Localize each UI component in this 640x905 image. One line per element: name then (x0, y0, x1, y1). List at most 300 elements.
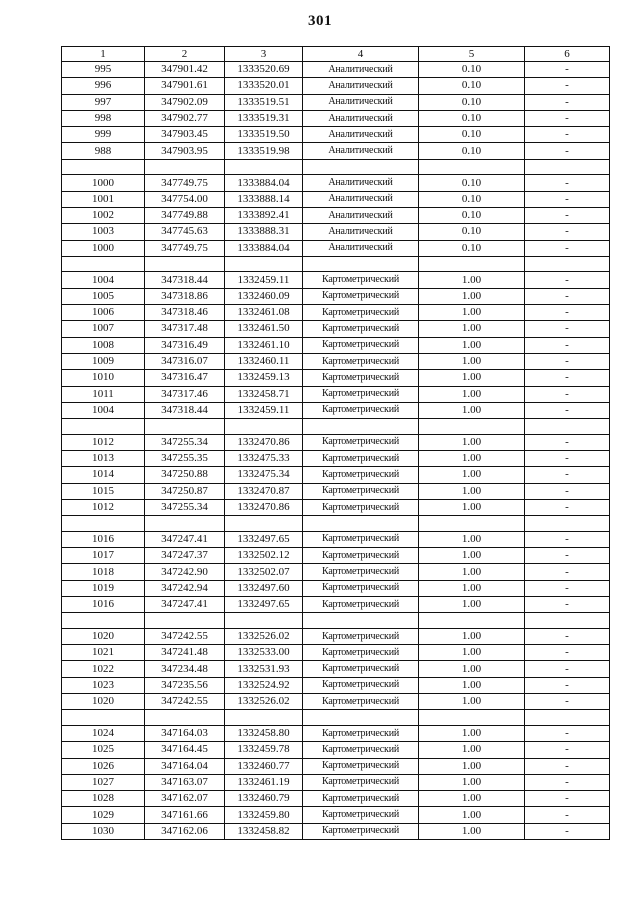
x-coordinate-cell: 347316.49 (145, 337, 225, 353)
accuracy-cell: 1.00 (419, 370, 525, 386)
point-number-cell: 1030 (62, 823, 145, 839)
x-coordinate-cell: 347235.56 (145, 677, 225, 693)
accuracy-cell: 1.00 (419, 321, 525, 337)
note-cell: - (525, 451, 610, 467)
method-cell: Картометрический (303, 353, 419, 369)
note-cell: - (525, 78, 610, 94)
empty-cell (145, 710, 225, 726)
empty-cell (419, 419, 525, 435)
empty-cell (419, 516, 525, 532)
x-coordinate-cell: 347242.90 (145, 564, 225, 580)
y-coordinate-cell: 1332526.02 (225, 628, 303, 644)
table-header (62, 47, 610, 62)
column-header-5: 5 (419, 47, 525, 62)
accuracy-cell: 1.00 (419, 742, 525, 758)
method-cell: Картометрический (303, 661, 419, 677)
method-cell: Картометрический (303, 677, 419, 693)
table-row (62, 725, 610, 741)
note-cell: - (525, 305, 610, 321)
method-cell: Картометрический (303, 742, 419, 758)
point-number-cell: 1023 (62, 677, 145, 693)
note-cell: - (525, 807, 610, 823)
x-coordinate-cell: 347164.03 (145, 725, 225, 741)
note-cell: - (525, 677, 610, 693)
empty-cell (62, 710, 145, 726)
method-cell: Картометрический (303, 434, 419, 450)
method-cell: Картометрический (303, 628, 419, 644)
point-number-cell: 1021 (62, 645, 145, 661)
table-row (62, 548, 610, 564)
table-row (62, 823, 610, 839)
point-number-cell: 1006 (62, 305, 145, 321)
x-coordinate-cell: 347901.61 (145, 78, 225, 94)
table-body (62, 62, 610, 840)
table-row (62, 774, 610, 790)
note-cell: - (525, 564, 610, 580)
method-cell: Картометрический (303, 823, 419, 839)
table-row (62, 580, 610, 596)
accuracy-cell: 1.00 (419, 807, 525, 823)
y-coordinate-cell: 1332475.34 (225, 467, 303, 483)
accuracy-cell: 1.00 (419, 791, 525, 807)
accuracy-cell: 1.00 (419, 823, 525, 839)
header-row (62, 47, 610, 62)
note-cell: - (525, 402, 610, 418)
note-cell: - (525, 725, 610, 741)
point-number-cell: 995 (62, 62, 145, 78)
note-cell: - (525, 499, 610, 515)
method-cell: Картометрический (303, 499, 419, 515)
method-cell: Аналитический (303, 175, 419, 191)
empty-cell (419, 710, 525, 726)
x-coordinate-cell: 347162.06 (145, 823, 225, 839)
table-row (62, 645, 610, 661)
point-number-cell: 1020 (62, 628, 145, 644)
group-separator-row (62, 256, 610, 272)
method-cell: Картометрический (303, 305, 419, 321)
accuracy-cell: 1.00 (419, 467, 525, 483)
table-row (62, 434, 610, 450)
point-number-cell: 1007 (62, 321, 145, 337)
method-cell: Картометрический (303, 467, 419, 483)
method-cell: Картометрический (303, 645, 419, 661)
accuracy-cell: 1.00 (419, 272, 525, 288)
table-row (62, 78, 610, 94)
note-cell: - (525, 628, 610, 644)
x-coordinate-cell: 347749.88 (145, 207, 225, 223)
y-coordinate-cell: 1332497.60 (225, 580, 303, 596)
x-coordinate-cell: 347247.41 (145, 596, 225, 612)
x-coordinate-cell: 347902.77 (145, 110, 225, 126)
method-cell: Картометрический (303, 321, 419, 337)
x-coordinate-cell: 347255.34 (145, 434, 225, 450)
method-cell: Картометрический (303, 531, 419, 547)
point-number-cell: 1001 (62, 191, 145, 207)
x-coordinate-cell: 347162.07 (145, 791, 225, 807)
point-number-cell: 1004 (62, 272, 145, 288)
accuracy-cell: 1.00 (419, 548, 525, 564)
method-cell: Картометрический (303, 580, 419, 596)
table-row (62, 791, 610, 807)
y-coordinate-cell: 1333520.01 (225, 78, 303, 94)
note-cell: - (525, 240, 610, 256)
y-coordinate-cell: 1332497.65 (225, 531, 303, 547)
method-cell: Картометрический (303, 758, 419, 774)
accuracy-cell: 1.00 (419, 580, 525, 596)
method-cell: Картометрический (303, 548, 419, 564)
group-separator-row (62, 159, 610, 175)
y-coordinate-cell: 1332502.07 (225, 564, 303, 580)
x-coordinate-cell: 347242.55 (145, 694, 225, 710)
empty-cell (225, 159, 303, 175)
method-cell: Аналитический (303, 110, 419, 126)
x-coordinate-cell: 347316.47 (145, 370, 225, 386)
group-separator-row (62, 419, 610, 435)
y-coordinate-cell: 1333519.98 (225, 143, 303, 159)
table-row (62, 143, 610, 159)
accuracy-cell: 0.10 (419, 207, 525, 223)
empty-cell (303, 613, 419, 629)
table-row (62, 483, 610, 499)
method-cell: Картометрический (303, 596, 419, 612)
method-cell: Аналитический (303, 127, 419, 143)
note-cell: - (525, 207, 610, 223)
table-row (62, 207, 610, 223)
point-number-cell: 998 (62, 110, 145, 126)
table-row (62, 499, 610, 515)
accuracy-cell: 1.00 (419, 386, 525, 402)
method-cell: Аналитический (303, 94, 419, 110)
x-coordinate-cell: 347745.63 (145, 224, 225, 240)
method-cell: Аналитический (303, 191, 419, 207)
note-cell: - (525, 548, 610, 564)
y-coordinate-cell: 1332460.77 (225, 758, 303, 774)
accuracy-cell: 0.10 (419, 240, 525, 256)
table-row (62, 386, 610, 402)
empty-cell (225, 516, 303, 532)
empty-cell (419, 159, 525, 175)
y-coordinate-cell: 1332458.80 (225, 725, 303, 741)
accuracy-cell: 1.00 (419, 758, 525, 774)
x-coordinate-cell: 347255.35 (145, 451, 225, 467)
table-row (62, 127, 610, 143)
accuracy-cell: 1.00 (419, 628, 525, 644)
y-coordinate-cell: 1332458.82 (225, 823, 303, 839)
point-number-cell: 1017 (62, 548, 145, 564)
x-coordinate-cell: 347903.45 (145, 127, 225, 143)
accuracy-cell: 1.00 (419, 337, 525, 353)
method-cell: Картометрический (303, 272, 419, 288)
y-coordinate-cell: 1332459.80 (225, 807, 303, 823)
method-cell: Картометрический (303, 370, 419, 386)
point-number-cell: 1003 (62, 224, 145, 240)
method-cell: Картометрический (303, 483, 419, 499)
accuracy-cell: 1.00 (419, 499, 525, 515)
table-row (62, 305, 610, 321)
empty-cell (525, 256, 610, 272)
method-cell: Картометрический (303, 386, 419, 402)
method-cell: Аналитический (303, 240, 419, 256)
empty-cell (62, 256, 145, 272)
note-cell: - (525, 467, 610, 483)
accuracy-cell: 1.00 (419, 564, 525, 580)
column-header-4: 4 (303, 47, 419, 62)
method-cell: Аналитический (303, 224, 419, 240)
y-coordinate-cell: 1332524.92 (225, 677, 303, 693)
accuracy-cell: 1.00 (419, 677, 525, 693)
accuracy-cell: 0.10 (419, 175, 525, 191)
note-cell: - (525, 370, 610, 386)
accuracy-cell: 1.00 (419, 774, 525, 790)
empty-cell (525, 159, 610, 175)
y-coordinate-cell: 1332531.93 (225, 661, 303, 677)
y-coordinate-cell: 1332461.19 (225, 774, 303, 790)
note-cell: - (525, 531, 610, 547)
x-coordinate-cell: 347318.44 (145, 272, 225, 288)
empty-cell (225, 613, 303, 629)
note-cell: - (525, 353, 610, 369)
x-coordinate-cell: 347749.75 (145, 240, 225, 256)
x-coordinate-cell: 347902.09 (145, 94, 225, 110)
table-row (62, 758, 610, 774)
method-cell: Картометрический (303, 774, 419, 790)
accuracy-cell: 1.00 (419, 694, 525, 710)
x-coordinate-cell: 347242.55 (145, 628, 225, 644)
y-coordinate-cell: 1332460.79 (225, 791, 303, 807)
empty-cell (145, 256, 225, 272)
empty-cell (145, 516, 225, 532)
x-coordinate-cell: 347316.07 (145, 353, 225, 369)
x-coordinate-cell: 347161.66 (145, 807, 225, 823)
point-number-cell: 1014 (62, 467, 145, 483)
note-cell: - (525, 191, 610, 207)
accuracy-cell: 1.00 (419, 353, 525, 369)
x-coordinate-cell: 347164.45 (145, 742, 225, 758)
y-coordinate-cell: 1332459.11 (225, 272, 303, 288)
column-header-6: 6 (525, 47, 610, 62)
y-coordinate-cell: 1332533.00 (225, 645, 303, 661)
empty-cell (225, 710, 303, 726)
note-cell: - (525, 288, 610, 304)
point-number-cell: 1018 (62, 564, 145, 580)
note-cell: - (525, 337, 610, 353)
accuracy-cell: 0.10 (419, 191, 525, 207)
empty-cell (525, 710, 610, 726)
x-coordinate-cell: 347242.94 (145, 580, 225, 596)
accuracy-cell: 1.00 (419, 288, 525, 304)
point-number-cell: 1025 (62, 742, 145, 758)
empty-cell (419, 256, 525, 272)
y-coordinate-cell: 1332459.78 (225, 742, 303, 758)
accuracy-cell: 1.00 (419, 483, 525, 499)
point-number-cell: 1000 (62, 175, 145, 191)
point-number-cell: 1016 (62, 531, 145, 547)
empty-cell (225, 419, 303, 435)
y-coordinate-cell: 1332460.11 (225, 353, 303, 369)
x-coordinate-cell: 347247.37 (145, 548, 225, 564)
point-number-cell: 1019 (62, 580, 145, 596)
y-coordinate-cell: 1333888.14 (225, 191, 303, 207)
point-number-cell: 1009 (62, 353, 145, 369)
y-coordinate-cell: 1333520.69 (225, 62, 303, 78)
accuracy-cell: 0.10 (419, 78, 525, 94)
table-row (62, 321, 610, 337)
column-header-1: 1 (62, 47, 145, 62)
table-row (62, 661, 610, 677)
note-cell: - (525, 483, 610, 499)
table-row (62, 370, 610, 386)
accuracy-cell: 1.00 (419, 531, 525, 547)
note-cell: - (525, 596, 610, 612)
y-coordinate-cell: 1332497.65 (225, 596, 303, 612)
empty-cell (62, 516, 145, 532)
x-coordinate-cell: 347247.41 (145, 531, 225, 547)
accuracy-cell: 1.00 (419, 305, 525, 321)
empty-cell (62, 419, 145, 435)
accuracy-cell: 1.00 (419, 434, 525, 450)
note-cell: - (525, 645, 610, 661)
note-cell: - (525, 386, 610, 402)
table-row (62, 272, 610, 288)
x-coordinate-cell: 347241.48 (145, 645, 225, 661)
y-coordinate-cell: 1333519.31 (225, 110, 303, 126)
accuracy-cell: 0.10 (419, 143, 525, 159)
note-cell: - (525, 823, 610, 839)
y-coordinate-cell: 1332458.71 (225, 386, 303, 402)
y-coordinate-cell: 1332526.02 (225, 694, 303, 710)
group-separator-row (62, 516, 610, 532)
empty-cell (303, 516, 419, 532)
table-row (62, 807, 610, 823)
y-coordinate-cell: 1332502.12 (225, 548, 303, 564)
accuracy-cell: 0.10 (419, 62, 525, 78)
note-cell: - (525, 143, 610, 159)
accuracy-cell: 0.10 (419, 224, 525, 240)
table-row (62, 531, 610, 547)
point-number-cell: 988 (62, 143, 145, 159)
method-cell: Аналитический (303, 207, 419, 223)
table-row (62, 191, 610, 207)
y-coordinate-cell: 1332459.11 (225, 402, 303, 418)
empty-cell (525, 613, 610, 629)
note-cell: - (525, 110, 610, 126)
table-row (62, 224, 610, 240)
point-number-cell: 1000 (62, 240, 145, 256)
y-coordinate-cell: 1333519.50 (225, 127, 303, 143)
y-coordinate-cell: 1332459.13 (225, 370, 303, 386)
point-number-cell: 999 (62, 127, 145, 143)
note-cell: - (525, 434, 610, 450)
accuracy-cell: 0.10 (419, 110, 525, 126)
accuracy-cell: 1.00 (419, 596, 525, 612)
table-row (62, 94, 610, 110)
point-number-cell: 1012 (62, 434, 145, 450)
method-cell: Аналитический (303, 143, 419, 159)
accuracy-cell: 1.00 (419, 645, 525, 661)
table-row (62, 402, 610, 418)
point-number-cell: 1016 (62, 596, 145, 612)
empty-cell (62, 159, 145, 175)
table-row (62, 694, 610, 710)
empty-cell (145, 159, 225, 175)
point-number-cell: 996 (62, 78, 145, 94)
point-number-cell: 1008 (62, 337, 145, 353)
point-number-cell: 1004 (62, 402, 145, 418)
note-cell: - (525, 175, 610, 191)
point-number-cell: 1002 (62, 207, 145, 223)
note-cell: - (525, 774, 610, 790)
column-header-3: 3 (225, 47, 303, 62)
table-row (62, 742, 610, 758)
method-cell: Картометрический (303, 402, 419, 418)
x-coordinate-cell: 347163.07 (145, 774, 225, 790)
y-coordinate-cell: 1332470.87 (225, 483, 303, 499)
table-row (62, 175, 610, 191)
group-separator-row (62, 710, 610, 726)
point-number-cell: 1022 (62, 661, 145, 677)
point-number-cell: 1027 (62, 774, 145, 790)
table-row (62, 288, 610, 304)
x-coordinate-cell: 347318.46 (145, 305, 225, 321)
method-cell: Картометрический (303, 288, 419, 304)
note-cell: - (525, 127, 610, 143)
table-row (62, 564, 610, 580)
accuracy-cell: 0.10 (419, 127, 525, 143)
empty-cell (145, 419, 225, 435)
y-coordinate-cell: 1332475.33 (225, 451, 303, 467)
empty-cell (145, 613, 225, 629)
empty-cell (225, 256, 303, 272)
table-row (62, 596, 610, 612)
coordinates-table (61, 46, 610, 840)
accuracy-cell: 1.00 (419, 402, 525, 418)
point-number-cell: 1010 (62, 370, 145, 386)
empty-cell (525, 419, 610, 435)
point-number-cell: 1012 (62, 499, 145, 515)
empty-cell (303, 159, 419, 175)
method-cell: Аналитический (303, 78, 419, 94)
y-coordinate-cell: 1332461.50 (225, 321, 303, 337)
y-coordinate-cell: 1332470.86 (225, 499, 303, 515)
accuracy-cell: 1.00 (419, 661, 525, 677)
point-number-cell: 1005 (62, 288, 145, 304)
group-separator-row (62, 613, 610, 629)
table-row (62, 337, 610, 353)
point-number-cell: 1013 (62, 451, 145, 467)
y-coordinate-cell: 1333884.04 (225, 240, 303, 256)
y-coordinate-cell: 1333892.41 (225, 207, 303, 223)
note-cell: - (525, 694, 610, 710)
method-cell: Аналитический (303, 62, 419, 78)
x-coordinate-cell: 347749.75 (145, 175, 225, 191)
point-number-cell: 997 (62, 94, 145, 110)
empty-cell (419, 613, 525, 629)
table-row (62, 353, 610, 369)
method-cell: Картометрический (303, 807, 419, 823)
point-number-cell: 1020 (62, 694, 145, 710)
method-cell: Картометрический (303, 791, 419, 807)
x-coordinate-cell: 347234.48 (145, 661, 225, 677)
table-row (62, 451, 610, 467)
method-cell: Картометрический (303, 725, 419, 741)
x-coordinate-cell: 347318.86 (145, 288, 225, 304)
note-cell: - (525, 94, 610, 110)
note-cell: - (525, 742, 610, 758)
column-header-2: 2 (145, 47, 225, 62)
y-coordinate-cell: 1333888.31 (225, 224, 303, 240)
note-cell: - (525, 224, 610, 240)
x-coordinate-cell: 347318.44 (145, 402, 225, 418)
